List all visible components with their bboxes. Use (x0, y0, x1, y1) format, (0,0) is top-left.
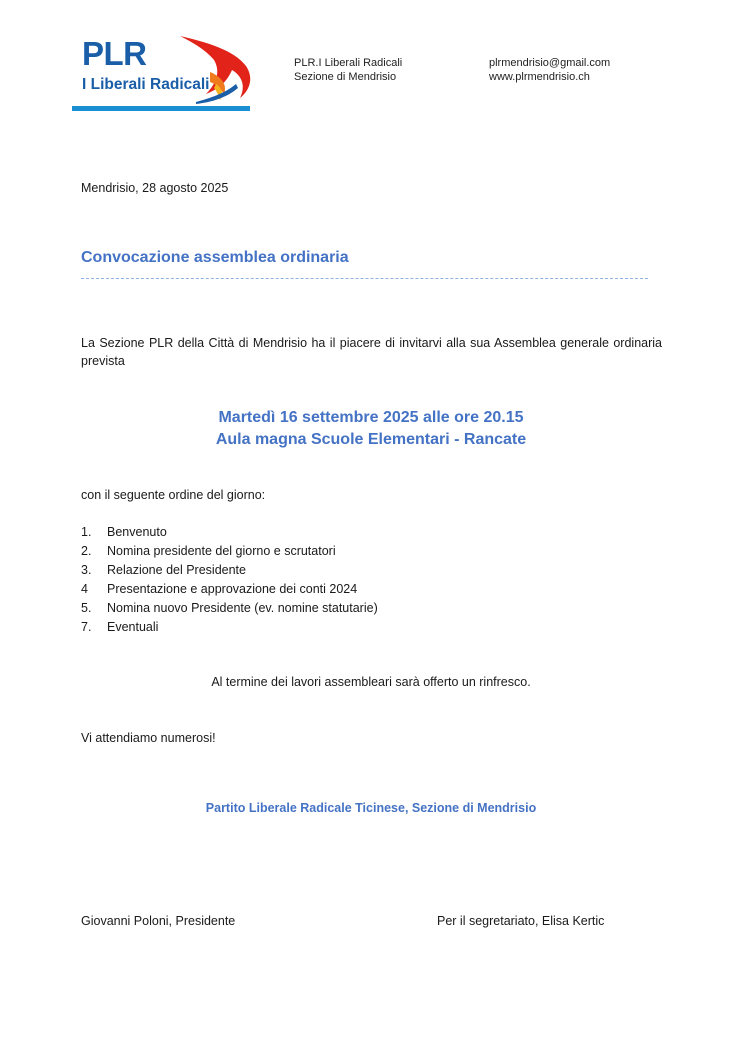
agenda-number: 2. (81, 544, 92, 558)
agenda-number: 3. (81, 563, 92, 577)
agenda-number: 7. (81, 620, 92, 634)
logo-underline (72, 106, 250, 111)
agenda-item (81, 523, 378, 542)
website-link[interactable]: www.plrmendrisio.ch (489, 71, 590, 83)
agenda-text: Presentazione e approvazione dei conti 2024 (107, 582, 358, 596)
party-signature: Partito Liberale Radicale Ticinese, Sezione di Mendrisio (205, 801, 537, 815)
flame-icon (176, 32, 256, 108)
agenda-intro: con il seguente ordine del giorno: (81, 488, 266, 502)
plr-logo (72, 34, 252, 112)
secretariat-signature: Per il segretariato, Elisa Kertic (437, 914, 605, 928)
title-divider (81, 278, 648, 279)
agenda-text: Eventuali (107, 620, 159, 634)
agenda-text: Nomina presidente del giorno e scrutatori (107, 544, 336, 558)
agenda-item (81, 542, 378, 561)
agenda-item (81, 599, 378, 618)
agenda-text: Benvenuto (107, 525, 167, 539)
event-location: Aula magna Scuole Elementari - Rancate (215, 431, 527, 448)
document-title: Convocazione assemblea ordinaria (81, 249, 349, 266)
logo-name: I Liberali Radicali (82, 76, 210, 93)
agenda-list (81, 523, 378, 637)
agenda-item (81, 580, 378, 599)
intro-paragraph: La Sezione PLR della Città di Mendrisio ha il piacere di invitarvi alla sua Assemblea generale ordinaria prevista (81, 336, 662, 368)
agenda-number: 5. (81, 601, 92, 615)
agenda-item (81, 618, 378, 637)
org-name-line: PLR.I Liberali Radicali (294, 57, 403, 69)
refreshment-note: Al termine dei lavori assembleari sarà offerto un rinfresco. (211, 675, 531, 689)
logo-abbr: PLR (82, 35, 147, 72)
agenda-number: 4 (81, 582, 88, 596)
agenda-number: 1. (81, 525, 92, 539)
agenda-item (81, 561, 378, 580)
agenda-text: Nomina nuovo Presidente (ev. nomine statutarie) (107, 601, 378, 615)
event-datetime: Martedì 16 settembre 2025 alle ore 20.15 (218, 409, 524, 426)
president-signature: Giovanni Poloni, Presidente (81, 914, 236, 928)
org-section-line: Sezione di Mendrisio (294, 71, 397, 83)
agenda-text: Relazione del Presidente (107, 563, 246, 577)
greeting: Vi attendiamo numerosi! (81, 731, 216, 745)
letter-date: Mendrisio, 28 agosto 2025 (81, 181, 229, 195)
email-link[interactable]: plrmendrisio@gmail.com (489, 57, 611, 69)
